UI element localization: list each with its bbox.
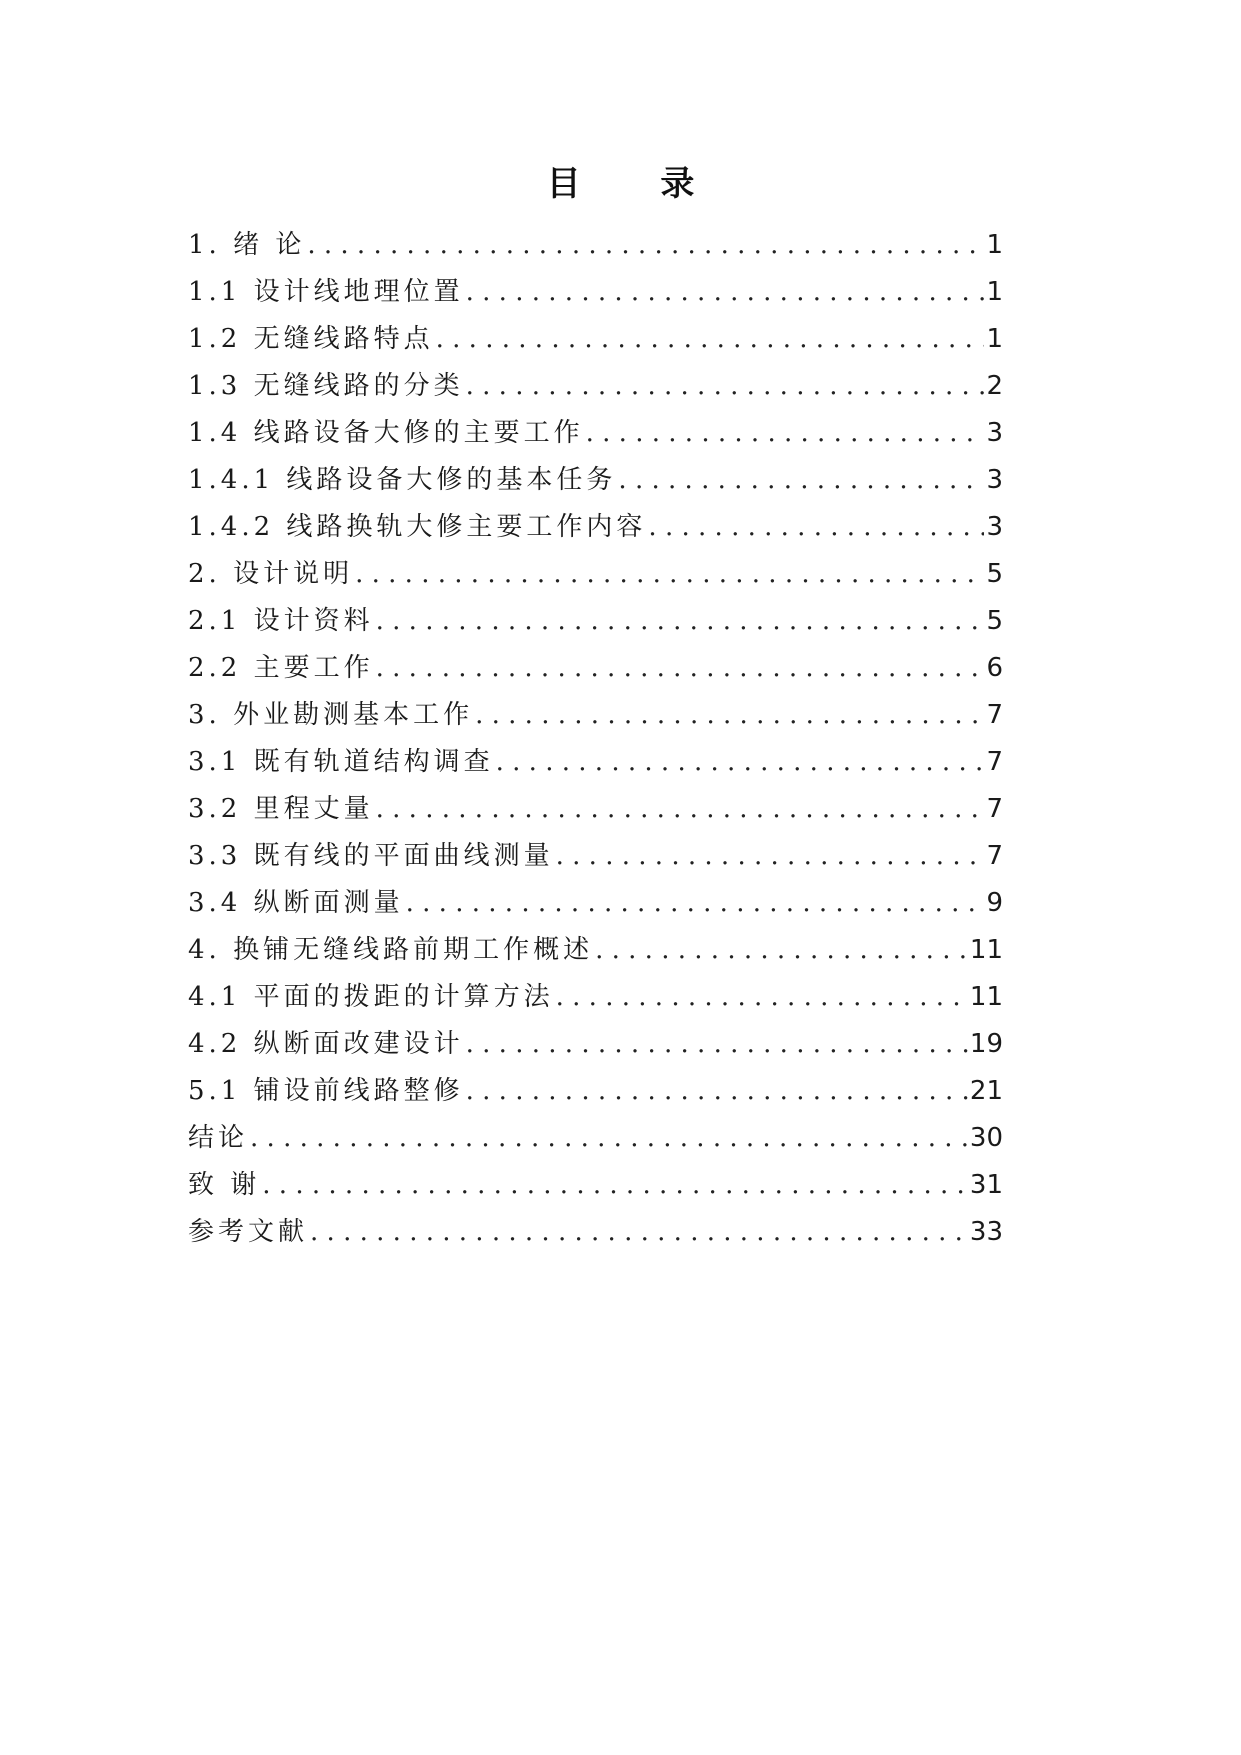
toc-entry-label: 4.2 纵断面改建设计 — [188, 1029, 464, 1059]
toc-entry — [188, 551, 1003, 598]
toc-dot-leader — [436, 316, 985, 363]
toc-entry-page: 1 — [986, 277, 1003, 307]
toc-entry — [188, 1209, 1003, 1256]
toc-dot-leader — [406, 880, 985, 927]
toc-entry-label: 1.1 设计线地理位置 — [188, 277, 464, 307]
toc-entry-label: 致 谢 — [188, 1170, 261, 1200]
toc-entry-label: 3.2 里程丈量 — [188, 794, 374, 824]
toc-entry — [188, 1162, 1003, 1209]
toc-entry-page: 2 — [986, 371, 1003, 401]
toc-dot-leader — [556, 974, 968, 1021]
toc-entry-label: 3.1 既有轨道结构调查 — [188, 747, 494, 777]
toc-entry-page: 33 — [969, 1217, 1003, 1247]
toc-entry-label: 5.1 铺设前线路整修 — [188, 1076, 464, 1106]
toc-entry-page: 19 — [969, 1029, 1003, 1059]
toc-entry-page: 5 — [986, 559, 1003, 589]
toc-entry-page: 21 — [969, 1076, 1003, 1106]
toc-entry — [188, 786, 1003, 833]
toc-dot-leader — [355, 551, 984, 598]
toc-entry-page: 11 — [969, 935, 1003, 965]
toc-entry-label: 1.2 无缝线路特点 — [188, 324, 434, 354]
toc-entry — [188, 833, 1003, 880]
toc-entry — [188, 1021, 1003, 1068]
toc-dot-leader — [595, 927, 968, 974]
toc-dot-leader — [466, 363, 985, 410]
toc-entry-label: 1. 绪 论 — [188, 230, 306, 260]
toc-entry-page: 1 — [986, 230, 1003, 260]
toc-dot-leader — [648, 504, 984, 551]
toc-entry — [188, 457, 1003, 504]
toc-entry — [188, 974, 1003, 1021]
toc-entry-label: 结论 — [188, 1123, 249, 1153]
toc-entry-label: 3.4 纵断面测量 — [188, 888, 404, 918]
toc-title: 目 录 — [546, 164, 729, 204]
toc-entry-page: 3 — [986, 512, 1003, 542]
toc-entry-page: 3 — [986, 465, 1003, 495]
toc-entry-page: 3 — [986, 418, 1003, 448]
toc-dot-leader — [310, 1209, 968, 1256]
toc-entry — [188, 1068, 1003, 1115]
toc-dot-leader — [376, 645, 985, 692]
toc-entry — [188, 316, 1003, 363]
toc-dot-leader — [496, 739, 985, 786]
toc-dot-leader — [466, 1021, 968, 1068]
toc-entry-label: 1.4.1 线路设备大修的基本任务 — [188, 465, 617, 495]
toc-entry-label: 1.4.2 线路换轨大修主要工作内容 — [188, 512, 647, 542]
toc-entry-page: 1 — [986, 324, 1003, 354]
toc-list — [188, 222, 1003, 1256]
toc-entry-label: 4.1 平面的拨距的计算方法 — [188, 982, 554, 1012]
toc-entry-label: 2.2 主要工作 — [188, 653, 374, 683]
toc-entry — [188, 645, 1003, 692]
toc-entry — [188, 692, 1003, 739]
toc-entry — [188, 222, 1003, 269]
toc-entry — [188, 269, 1003, 316]
toc-entry-label: 2.1 设计资料 — [188, 606, 374, 636]
toc-entry-page: 7 — [986, 700, 1003, 730]
toc-entry-page: 7 — [986, 841, 1003, 871]
toc-entry-page: 7 — [986, 794, 1003, 824]
toc-entry-label: 3.3 既有线的平面曲线测量 — [188, 841, 554, 871]
toc-dot-leader — [556, 833, 985, 880]
toc-dot-leader — [376, 598, 985, 645]
toc-entry-page: 30 — [969, 1123, 1003, 1153]
toc-entry — [188, 363, 1003, 410]
toc-dot-leader — [466, 1068, 968, 1115]
toc-entry-page: 11 — [969, 982, 1003, 1012]
toc-entry-label: 1.4 线路设备大修的主要工作 — [188, 418, 584, 448]
toc-dot-leader — [250, 1115, 968, 1162]
toc-entry — [188, 598, 1003, 645]
toc-dot-leader — [618, 457, 984, 504]
toc-dot-leader — [466, 269, 985, 316]
toc-entry-page: 9 — [986, 888, 1003, 918]
toc-entry-label: 1.3 无缝线路的分类 — [188, 371, 464, 401]
toc-dot-leader — [262, 1162, 968, 1209]
toc-entry — [188, 1115, 1003, 1162]
toc-entry-label: 2. 设计说明 — [188, 559, 354, 589]
toc-entry-label: 4. 换铺无缝线路前期工作概述 — [188, 935, 594, 965]
toc-entry-label: 参考文献 — [188, 1217, 309, 1247]
toc-entry-page: 5 — [986, 606, 1003, 636]
toc-entry-page: 7 — [986, 747, 1003, 777]
toc-entry — [188, 927, 1003, 974]
toc-entry — [188, 880, 1003, 927]
toc-entry-page: 31 — [969, 1170, 1003, 1200]
toc-dot-leader — [376, 786, 985, 833]
toc-entry-page: 6 — [986, 653, 1003, 683]
toc-entry-label: 3. 外业勘测基本工作 — [188, 700, 474, 730]
toc-entry — [188, 410, 1003, 457]
toc-entry — [188, 739, 1003, 786]
toc-dot-leader — [475, 692, 984, 739]
toc-dot-leader — [586, 410, 985, 457]
toc-dot-leader — [307, 222, 984, 269]
toc-entry — [188, 504, 1003, 551]
